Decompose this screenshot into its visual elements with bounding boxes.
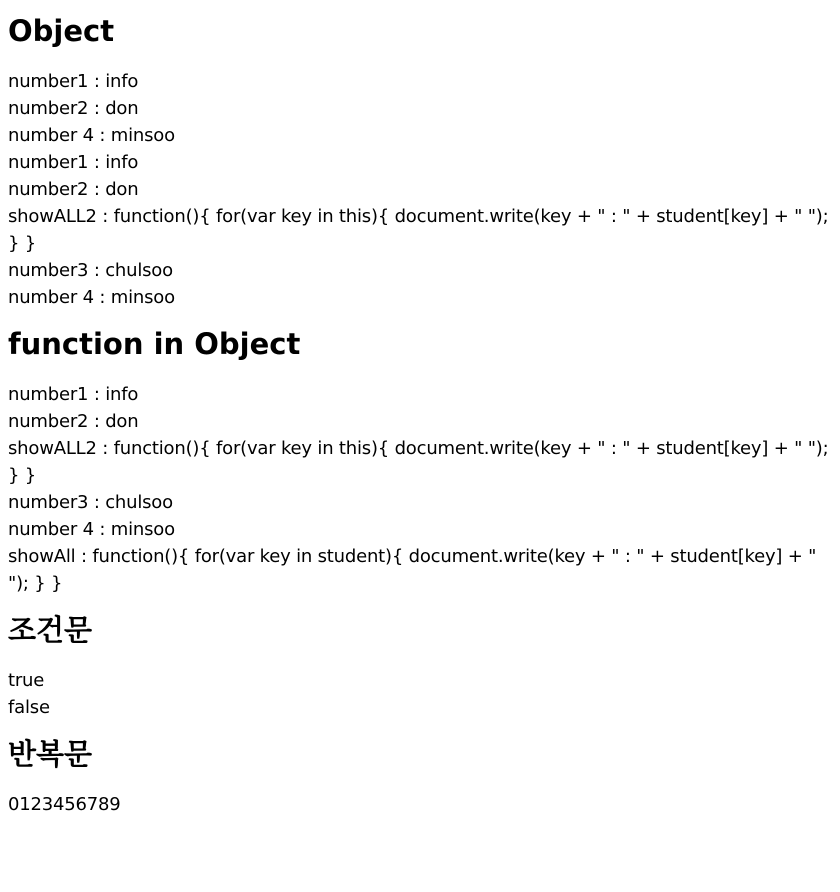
section-title-object: Object [8,14,115,48]
section-title-loop: 반복문 [8,737,93,771]
output-line: showALL2 : function(){ for(var key in this){ document.write(key + " : " + student[key] + " "); } } [8,206,829,254]
output-line: number2 : don [8,179,139,200]
section-function-in-object [8,326,832,597]
section-body-loop [8,791,832,818]
output-line: number3 : chulsoo [8,492,173,513]
output-line: number1 : info [8,384,139,405]
section-conditional [8,612,832,721]
output-line: number 4 : minsoo [8,125,175,146]
section-object [8,13,832,311]
output-line: number 4 : minsoo [8,287,175,308]
output-line: showAll : function(){ for(var key in student){ document.write(key + " : " + student[key] + " "); } } [8,546,817,594]
section-title-conditional: 조건문 [8,613,93,647]
output-line: false [8,697,50,718]
section-title-function-in-object: function in Object [8,327,301,361]
section-body-conditional [8,667,832,721]
output-line: number 4 : minsoo [8,519,175,540]
output-line: number3 : chulsoo [8,260,173,281]
page-content [0,13,840,818]
section-loop [8,736,832,818]
output-line: number1 : info [8,71,139,92]
section-body-function-in-object [8,381,832,597]
output-line: 0123456789 [8,794,121,815]
output-line: showALL2 : function(){ for(var key in this){ document.write(key + " : " + student[key] + " "); } } [8,438,829,486]
section-body-object [8,68,832,311]
output-line: true [8,670,45,691]
output-line: number1 : info [8,152,139,173]
output-line: number2 : don [8,411,139,432]
output-line: number2 : don [8,98,139,119]
